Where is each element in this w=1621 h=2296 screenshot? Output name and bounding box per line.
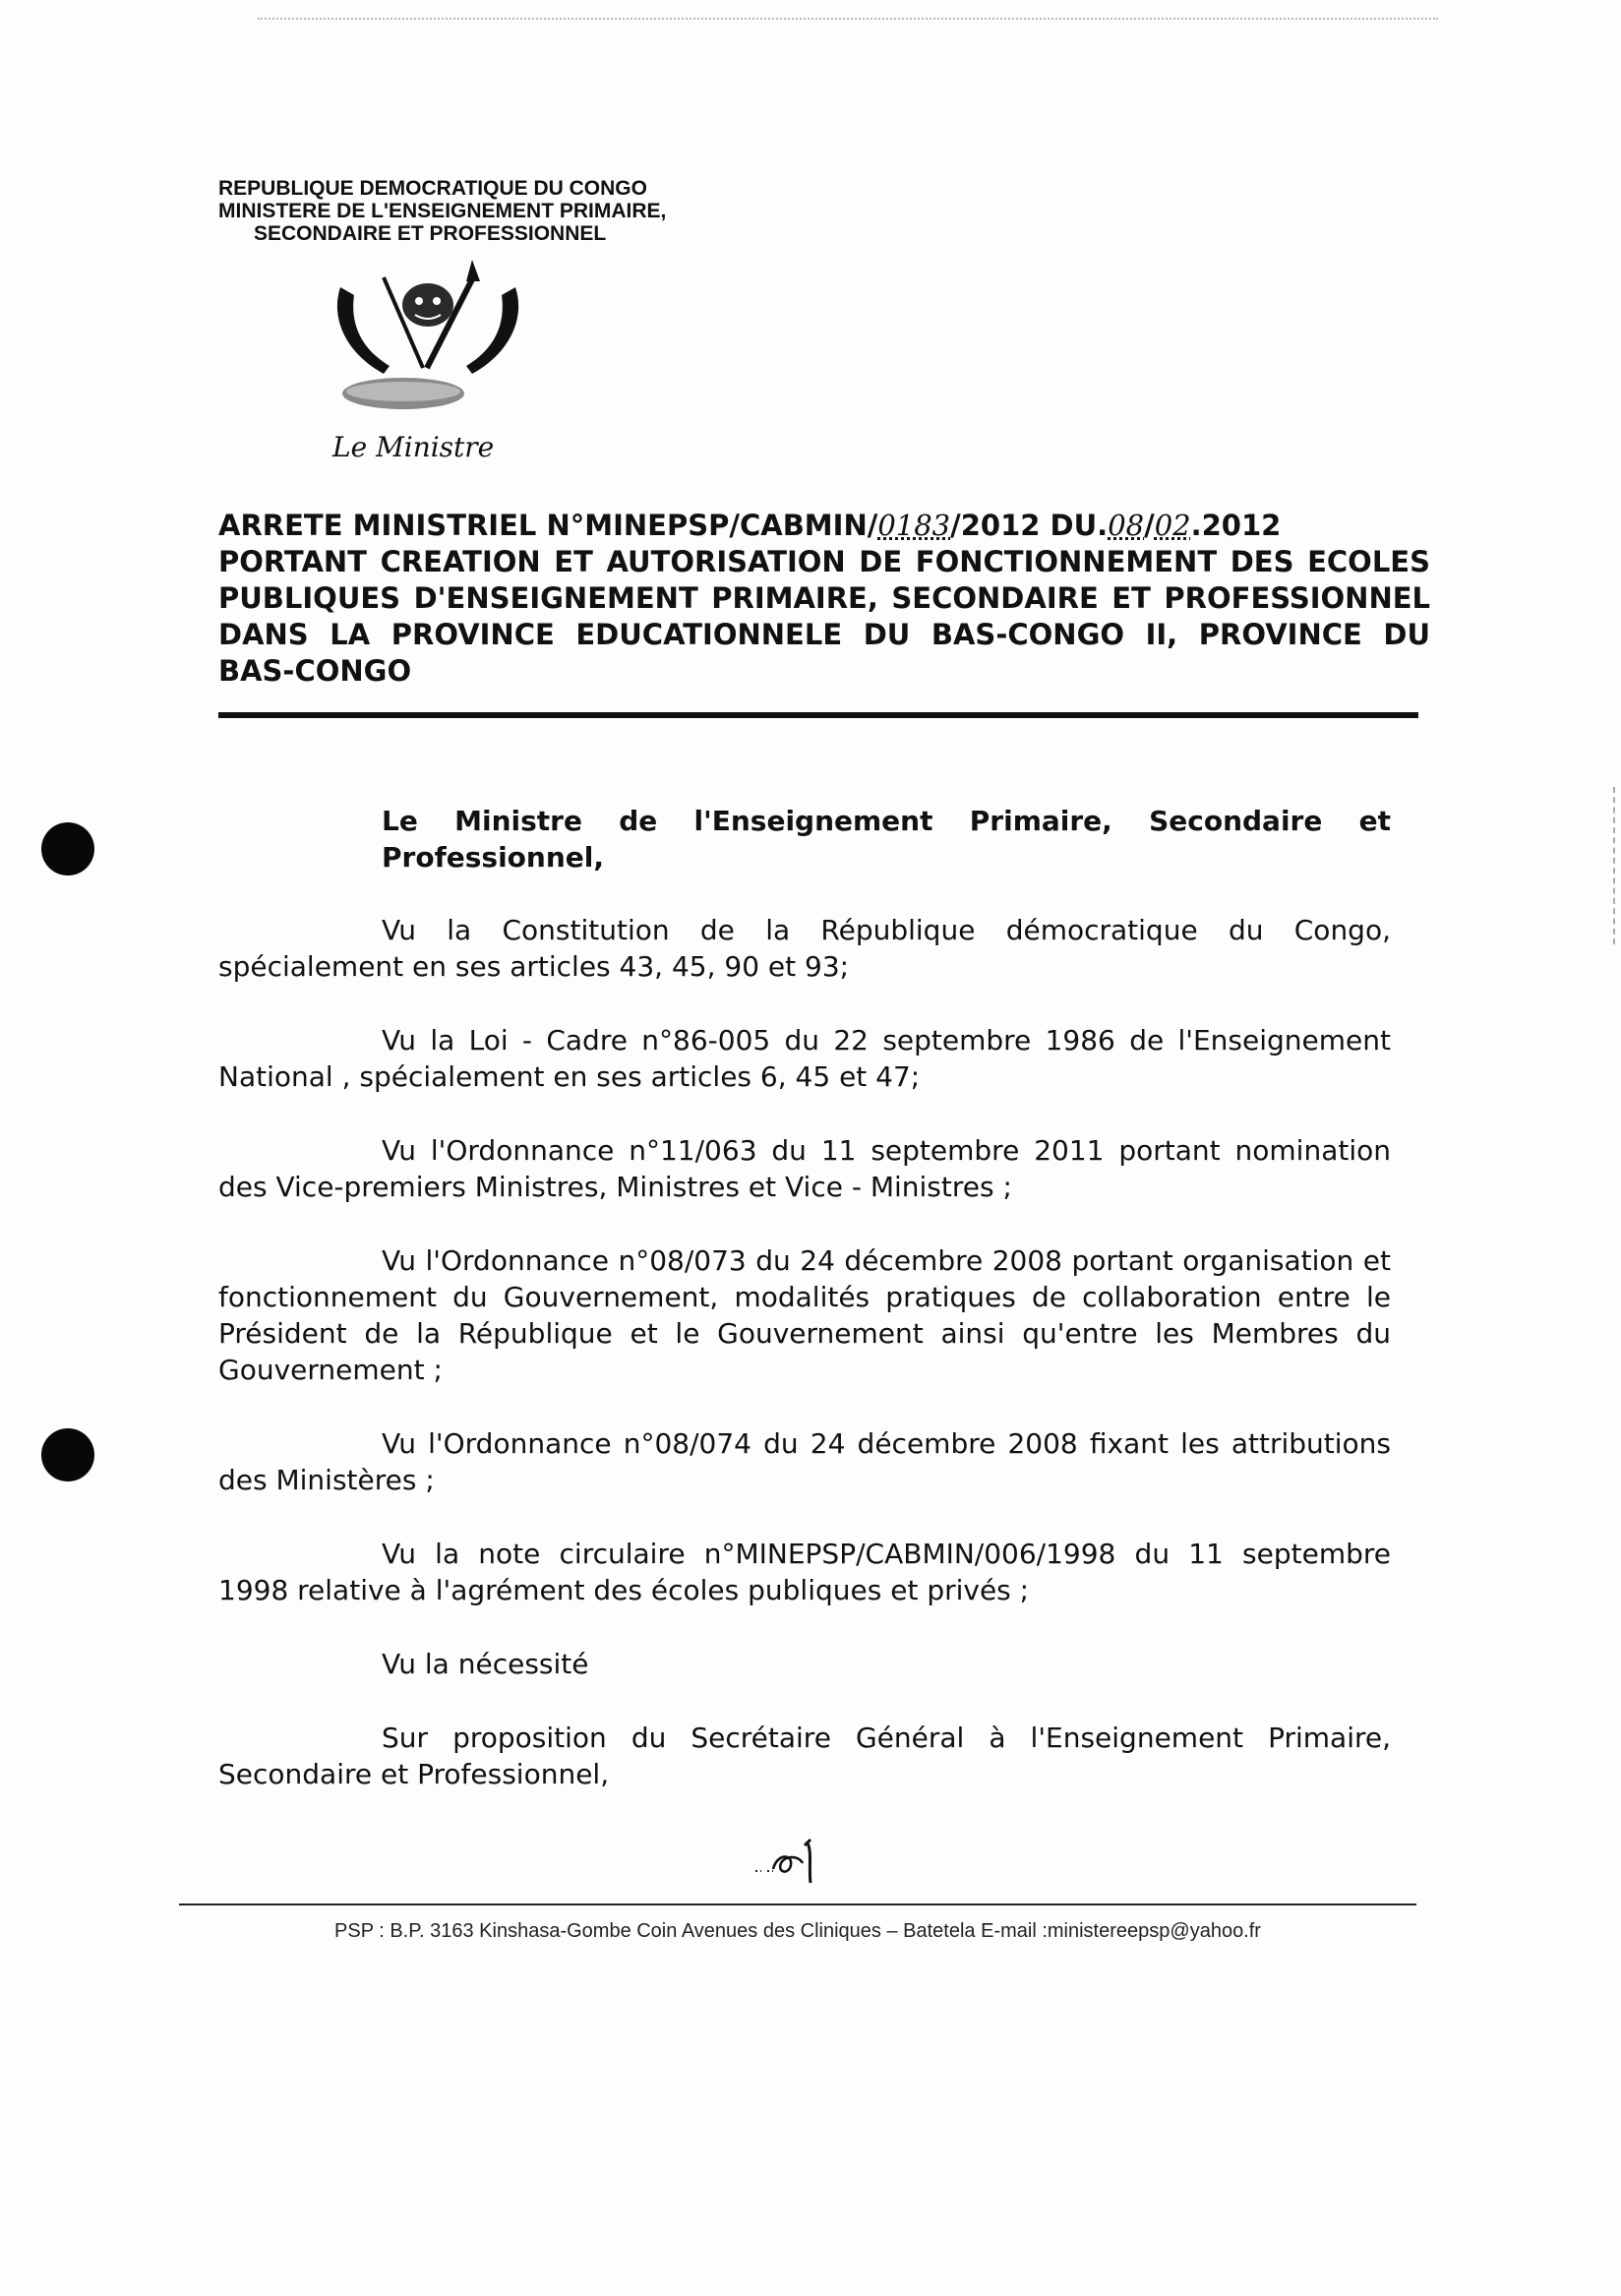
decree-title: [218, 508, 1430, 690]
decree-body: [218, 803, 1391, 1830]
preamble-paragraph: Vu la Loi - Cadre n°86-005 du 22 septembre 1986 de l'Enseignement National , spécialement en ses articles 6, 45 et 47;: [218, 1024, 1391, 1093]
decree-title-line: BAS-CONGO: [218, 654, 412, 688]
preamble-paragraph: Vu la note circulaire n°MINEPSP/CABMIN/006/1998 du 11 septembre 1998 relative à l'agrément des écoles publiques et privés ;: [218, 1538, 1391, 1606]
minister-lead: Le Ministre de l'Enseignement Primaire, Secondaire et Professionnel,: [382, 805, 1391, 874]
scan-edge-mark: [1613, 787, 1615, 944]
decree-ref-middle: /2012 DU.: [950, 509, 1109, 542]
punch-hole-bottom: [41, 1428, 94, 1481]
minister-signature-title: Le Ministre: [332, 431, 495, 463]
footer-divider: [179, 1903, 1416, 1905]
decree-title-line: DANS LA PROVINCE EDUCATIONNELE DU BAS-CONGO II, PROVINCE DU: [218, 618, 1430, 651]
preamble-paragraph: Vu la nécessité: [382, 1648, 589, 1680]
decree-ref-month-handwritten: 02: [1154, 509, 1191, 542]
preamble-paragraph: Vu l'Ordonnance n°08/074 du 24 décembre 2008 fixant les attributions des Ministères ;: [218, 1427, 1391, 1496]
decree-ref-prefix: ARRETE MINISTRIEL N°MINEPSP/CABMIN/: [218, 509, 878, 542]
decree-title-line: PUBLIQUES D'ENSEIGNEMENT PRIMAIRE, SECONDAIRE ET PROFESSIONNEL: [218, 581, 1430, 615]
coat-of-arms-emblem: [325, 258, 531, 415]
handwritten-initials: [748, 1832, 836, 1886]
preamble-paragraph: Vu la Constitution de la République démocratique du Congo, spécialement en ses articles 43, 45, 90 et 93;: [218, 914, 1391, 983]
decree-title-line: PORTANT CREATION ET AUTORISATION DE FONCTIONNEMENT DES ECOLES: [218, 545, 1430, 578]
title-divider: [218, 712, 1418, 718]
decree-reference: [218, 508, 1430, 544]
footer-address: PSP : B.P. 3163 Kinshasa-Gombe Coin Avenues des Cliniques – Batetela E-mail :ministereepsp@yahoo.fr: [334, 1920, 1261, 1942]
letterhead: [218, 177, 769, 245]
preamble-paragraph: Vu l'Ordonnance n°11/063 du 11 septembre 2011 portant nomination des Vice-premiers Ministres, Ministres et Vice - Ministres ;: [218, 1134, 1391, 1203]
letterhead-ministry: MINISTERE DE L'ENSEIGNEMENT PRIMAIRE,: [218, 200, 667, 222]
letterhead-ministry-cont: SECONDAIRE ET PROFESSIONNEL: [254, 222, 607, 245]
decree-ref-suffix: .2012: [1190, 509, 1282, 542]
preamble-paragraph: Sur proposition du Secrétaire Général à l'Enseignement Primaire, Secondaire et Professionnel,: [218, 1722, 1391, 1790]
decree-ref-day-handwritten: 08: [1108, 509, 1145, 542]
decree-ref-number-handwritten: 0183: [877, 509, 951, 542]
letterhead-country: REPUBLIQUE DEMOCRATIQUE DU CONGO: [218, 177, 647, 200]
punch-hole-top: [41, 822, 94, 876]
preamble-paragraph: Vu l'Ordonnance n°08/073 du 24 décembre 2008 portant organisation et fonctionnement du Gouvernement, modalités pratiques de collaboration entre le Président de la République et le Gouvernement ainsi qu'entre les Membres du Gouvernement ;: [218, 1244, 1391, 1386]
decree-ref-sep: /: [1144, 509, 1155, 542]
scan-top-mark: [258, 18, 1438, 20]
